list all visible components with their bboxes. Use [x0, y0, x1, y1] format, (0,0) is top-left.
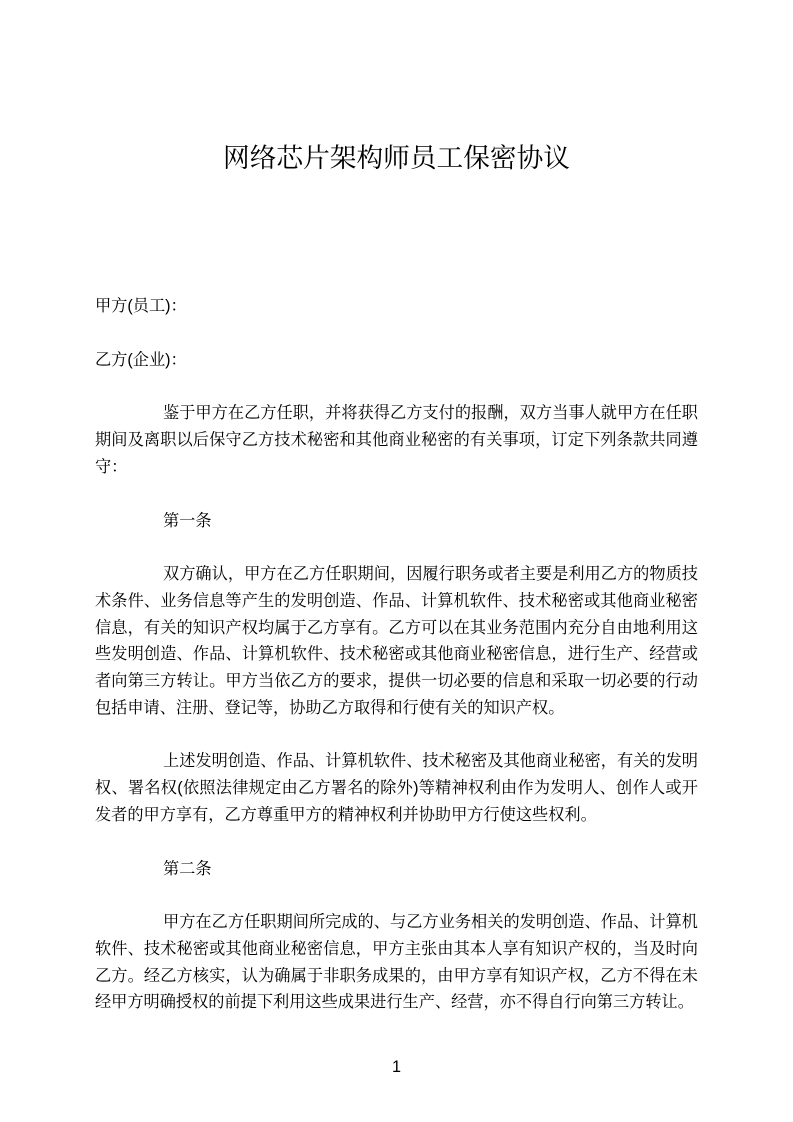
preamble-paragraph: 鉴于甲方在乙方任职，并将获得乙方支付的报酬，双方当事人就甲方在任职期间及离职以后保守乙方技术秘密和其他商业秘密的有关事项，订定下列条款共同遵守：	[95, 404, 698, 476]
party-a-label: 甲方(员工)：	[95, 297, 187, 315]
article-2-heading: 第二条	[163, 859, 212, 878]
article-1-paragraph-1: 双方确认，甲方在乙方任职期间，因履行职务或者主要是利用乙方的物质技术条件、业务信息等产生的发明创造、作品、计算机软件、技术秘密或其他商业秘密信息，有关的知识产权均属于乙方享有。乙方可以在其业务范围内充分自由地利用这些发明创造、作品、计算机软件、技术秘密或其他商业秘密信息，进行生产、经营或者向第三方转让。甲方当依乙方的要求，提供一切必要的信息和采取一切必要的行动包括申请、注册、登记等，协助乙方取得和行使有关的知识产权。	[95, 565, 698, 717]
article-2-paragraph-1: 甲方在乙方任职期间所完成的、与乙方业务相关的发明创造、作品、计算机软件、技术秘密或其他商业秘密信息，甲方主张由其本人享有知识产权的，当及时向乙方。经乙方核实，认为确属于非职务成果的，由甲方享有知识产权，乙方不得在未经甲方明确授权的前提下利用这些成果进行生产、经营，亦不得自行向第三方转让。	[95, 913, 698, 1012]
page-number: 1	[391, 1058, 401, 1077]
article-1-paragraph-2: 上述发明创造、作品、计算机软件、技术秘密及其他商业秘密，有关的发明权、署名权(依照法律规定由乙方署名的除外)等精神权利由作为发明人、创作人或开发者的甲方享有，乙方尊重甲方的精神权利并协助甲方行使这些权利。	[95, 752, 698, 824]
article-1-heading: 第一条	[163, 511, 212, 530]
party-b-label: 乙方(企业)：	[95, 350, 187, 369]
document-title: 网络芯片架构师员工保密协议	[223, 143, 570, 173]
